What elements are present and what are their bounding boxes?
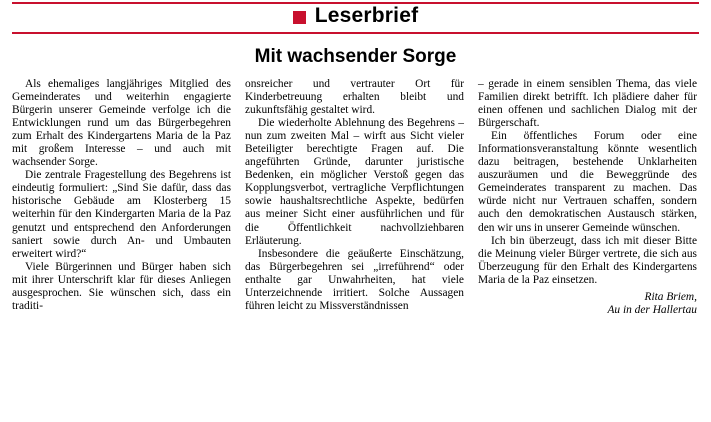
article-column-3 bbox=[478, 78, 697, 408]
paragraph: Als ehemaliges langjähriges Mitglied des Gemeinderates und weiterhin engagierte Bürgerin unserer Gemeinde verfolge ich die Entwicklungen rund um das Bürgerbegehren zum Erhalt des Kindergartens Maria de la Paz mit großem Interesse – und auch mit wachsender Sorge. bbox=[12, 78, 231, 169]
paragraph: Viele Bürgerinnen und Bürger haben sich mit ihrer Unterschrift klar für dieses Anliegen ausgesprochen. Sie wünschen sich, dass ein traditi- bbox=[12, 260, 231, 312]
article-column-2 bbox=[245, 78, 464, 408]
author-signature bbox=[478, 291, 697, 317]
paragraph: onsreicher und vertrauter Ort für Kinderbetreuung erhalten bleibt und zukunftsfähig gestaltet wird. bbox=[245, 78, 464, 117]
masthead-inner bbox=[12, 4, 699, 28]
masthead-title: Leserbrief bbox=[314, 4, 419, 27]
masthead bbox=[12, 0, 699, 34]
article-headline: Mit wachsender Sorge bbox=[254, 46, 457, 67]
author-place: Au in der Hallertau bbox=[607, 303, 697, 316]
paragraph: Insbesondere die geäußerte Einschätzung, das Bürgerbegehren sei „irreführend“ oder enthalte gar Unwahrheiten, hat viele Unterzeichnende irritiert. Solche Aussagen führen leicht zu Missverständnissen bbox=[245, 247, 464, 312]
author-name: Rita Briem, bbox=[644, 290, 697, 303]
paragraph: – gerade in einem sensiblen Thema, das viele Familien direkt betrifft. Ich plädiere daher für einen offenen und sachlichen Dialog mit der Bürgerschaft. bbox=[478, 78, 697, 130]
paragraph: Ich bin überzeugt, dass ich mit dieser Bitte die Meinung vieler Bürger vertrete, die sich aus Überzeugung für den Erhalt des Kindergartens Maria de la Paz einsetzen. bbox=[478, 234, 697, 286]
paragraph: Die zentrale Fragestellung des Begehrens ist eindeutig formuliert: „Sind Sie dafür, dass das historische Gebäude am Klosterberg 15 weiterhin für den Kindergarten Maria de la Paz genutzt und entsprechend den Anforderungen saniert sowie durch An- und Umbauten erweitert wird?“ bbox=[12, 169, 231, 260]
red-square-icon bbox=[293, 11, 306, 24]
article-columns bbox=[12, 78, 699, 408]
article-column-1 bbox=[12, 78, 231, 408]
paragraph: Ein öffentliches Forum oder eine Informationsveranstaltung könnte wesentlich dazu beitragen, bestehende Unklarheiten auszuräumen und die Beweggründe des Gemeinderates transparent zu machen. Das würde nicht nur Vertrauen schaffen, sondern auch den demokratischen Austausch stärken, den wir uns in unserer Gemeinde wünschen. bbox=[478, 130, 697, 234]
masthead-rule-bottom bbox=[12, 32, 699, 34]
paragraph: Die wiederholte Ablehnung des Begehrens – nun zum zweiten Mal – wirft aus Sicht vieler Beteiligter berechtigte Fragen auf. Die angeführten Gründe, darunter juristische Bedenken, ein möglicher Verstoß gegen das Kopplungsverbot, vertragliche Verpflichtungen sowie haushaltsrechtliche Aspekte, bedürfen aus meiner Sicht einer ausführlichen und für die Öffentlichkeit nachvollziehbaren Erläuterung. bbox=[245, 117, 464, 247]
